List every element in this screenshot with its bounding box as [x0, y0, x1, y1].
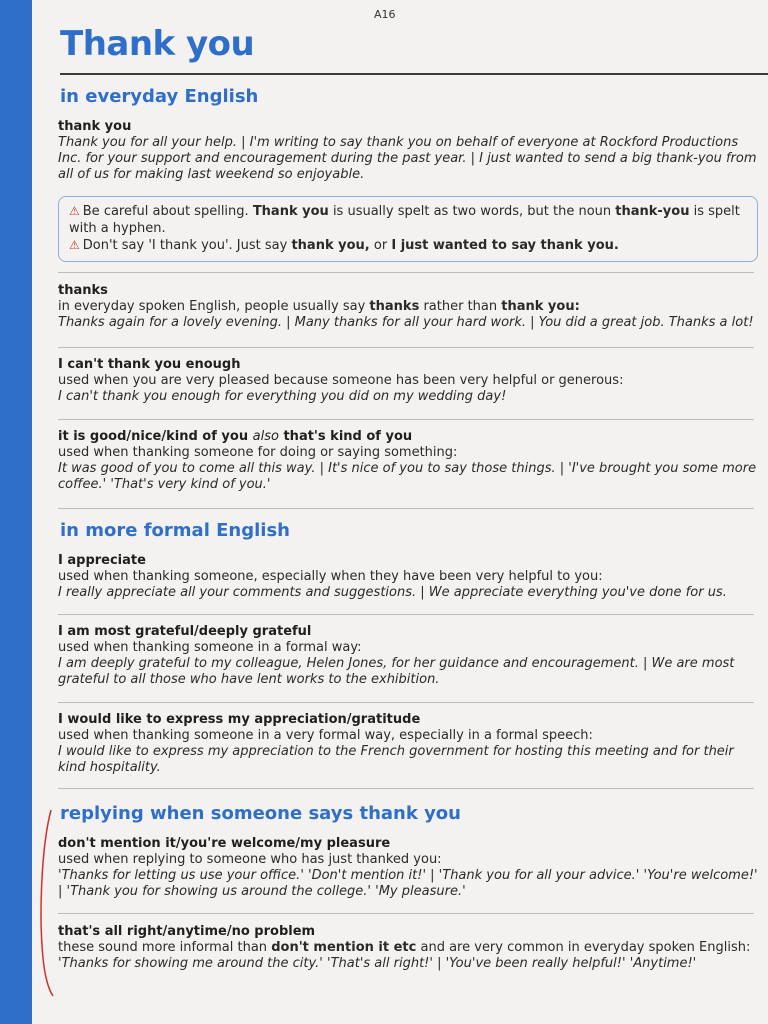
entry-example: 'Thanks for showing me around the city.' 'That's all right!' | 'You've been really helpful!' 'Anytime!' [58, 956, 697, 971]
warning-triangle-icon: ⚠ [69, 238, 80, 252]
definition-text: rather than [423, 299, 498, 314]
entry-express-appreciation [58, 712, 758, 776]
entry-cant-thank-enough [58, 357, 758, 405]
page-number: A16 [374, 8, 396, 21]
note-line-usage [69, 237, 747, 254]
entry-divider [58, 788, 754, 789]
entry-headword: I appreciate [58, 553, 146, 568]
definition-bold: thank you: [501, 299, 580, 314]
note-text: is spelt with a hyphen. [69, 204, 740, 236]
entry-definition [58, 299, 758, 315]
note-bold: thank-you [615, 204, 690, 219]
entry-headword: thanks [58, 283, 108, 298]
entry-headword: I am most grateful/deeply grateful [58, 624, 312, 639]
note-text: Be careful about spelling. [82, 204, 249, 219]
entry-example: 'Thanks for letting us use your office.' 'Don't mention it!' | 'Thank you for all your advice.' 'You're welcome!' | 'Thank you for showing us around the college.' 'My pleasure.' [58, 868, 758, 899]
entry-example: Thank you for all your help. | I'm writing to say thank you on behalf of everyone at Rockford Productions Inc. for your support and encouragement during the past year. | I just wanted to send a big thank-you from all of us for making last weekend so enjoyable. [58, 135, 757, 182]
definition-bold: thanks [369, 299, 420, 314]
headword-part: it is good/nice/kind of you [58, 429, 249, 444]
note-bold: I just wanted to say thank you. [391, 238, 619, 253]
entry-all-right [58, 924, 758, 972]
section-heading-replying: replying when someone says thank you [60, 803, 461, 824]
entry-divider [58, 419, 754, 420]
definition-text: and are very common in everyday spoken English: [420, 940, 751, 955]
entry-example: Thanks again for a lovely evening. | Many thanks for all your hard work. | You did a great job. Thanks a lot! [58, 315, 754, 330]
entry-divider [58, 508, 754, 509]
entry-divider [58, 702, 754, 703]
entry-thanks [58, 283, 758, 331]
entry-thank-you [58, 119, 758, 183]
entry-example: I am deeply grateful to my colleague, Helen Jones, for her guidance and encouragement. | We are most grateful to all those who have lent works to the exhibition. [58, 656, 735, 687]
headword-also: also [252, 429, 279, 444]
entry-dont-mention-it [58, 836, 758, 900]
entry-grateful [58, 624, 758, 688]
entry-appreciate [58, 553, 758, 601]
entry-definition: used when thanking someone in a very formal way, especially in a formal speech: [58, 728, 593, 743]
entry-headword: don't mention it/you're welcome/my pleasure [58, 836, 391, 851]
entry-divider [58, 272, 754, 273]
entry-example: I can't thank you enough for everything you did on my wedding day! [58, 389, 507, 404]
entry-good-of-you [58, 429, 758, 493]
blue-page-spine [0, 0, 32, 1024]
entry-divider [58, 614, 754, 615]
definition-bold: don't mention it etc [271, 940, 417, 955]
entry-definition [58, 940, 758, 956]
note-bold: Thank you [252, 204, 329, 219]
note-text: is usually spelt as two words, but the noun [332, 204, 612, 219]
handwritten-margin-mark [37, 808, 57, 998]
note-text: Don't say 'I thank you'. Just say [82, 238, 288, 253]
note-text: or [373, 238, 388, 253]
entry-definition: used when you are very pleased because someone has been very helpful or generous: [58, 373, 624, 388]
note-line-spelling [69, 203, 747, 237]
spelling-note-box [58, 196, 758, 262]
entry-example: It was good of you to come all this way. | It's nice of you to say those things. | 'I've brought you some more coffee.' 'That's very kind of you.' [58, 461, 757, 492]
entry-definition: used when thanking someone, especially when they have been very helpful to you: [58, 569, 603, 584]
entry-headword: that's all right/anytime/no problem [58, 924, 316, 939]
entry-example: I would like to express my appreciation to the French government for hosting this meeting and for their kind hospitality. [58, 744, 734, 775]
entry-headword: thank you [58, 119, 132, 134]
title-divider [60, 73, 768, 75]
entry-definition: used when replying to someone who has just thanked you: [58, 852, 442, 867]
section-heading-formal: in more formal English [60, 520, 291, 541]
definition-text: in everyday spoken English, people usually say [58, 299, 366, 314]
note-bold: thank you, [291, 238, 370, 253]
entry-definition: used when thanking someone in a formal way: [58, 640, 362, 655]
entry-headword: I can't thank you enough [58, 357, 241, 372]
warning-triangle-icon: ⚠ [69, 204, 80, 218]
headword-part: that's kind of you [283, 429, 413, 444]
entry-definition: used when thanking someone for doing or saying something: [58, 445, 458, 460]
section-heading-everyday: in everyday English [60, 86, 259, 107]
page-title: Thank you [60, 24, 255, 64]
entry-divider [58, 913, 754, 914]
entry-example: I really appreciate all your comments and suggestions. | We appreciate everything you've done for us. [58, 585, 727, 600]
definition-text: these sound more informal than [58, 940, 268, 955]
entry-divider [58, 347, 754, 348]
entry-headword: I would like to express my appreciation/gratitude [58, 712, 421, 727]
entry-headword [58, 429, 758, 445]
